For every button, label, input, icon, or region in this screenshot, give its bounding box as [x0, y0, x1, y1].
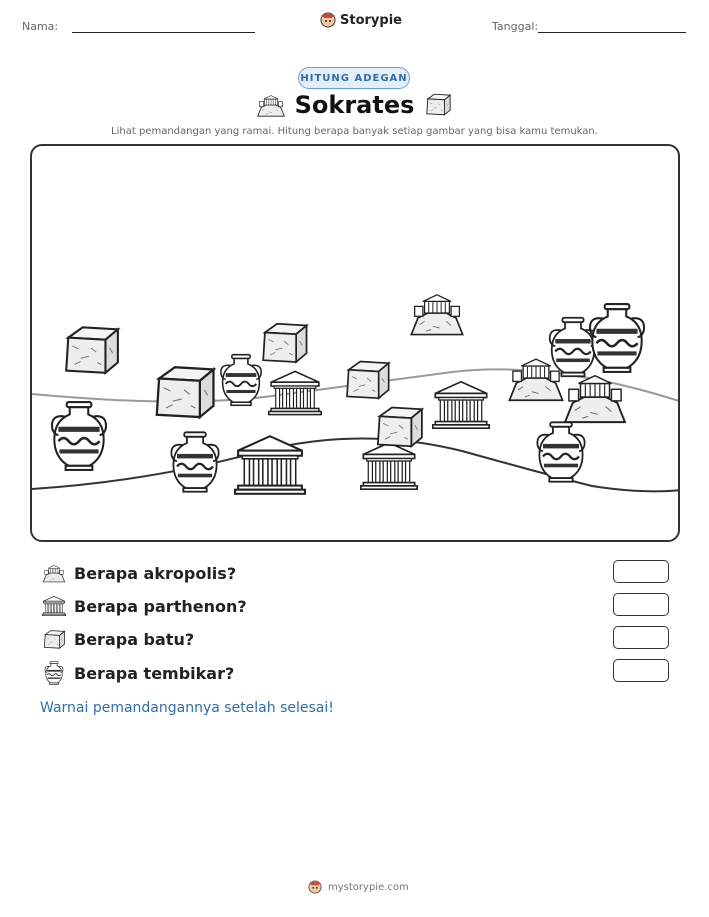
brand-name: Storypie	[340, 12, 402, 28]
stone-item	[60, 322, 122, 376]
stone-item	[372, 404, 426, 448]
site-footer	[308, 880, 409, 894]
question-row-stone	[42, 628, 194, 650]
date-label: Tanggal:	[492, 20, 539, 33]
storypie-mascot-icon	[308, 880, 322, 894]
counting-scene	[30, 144, 680, 542]
acropolis-item	[408, 288, 466, 338]
stone-item	[150, 362, 218, 420]
amphora-icon	[42, 661, 66, 685]
answer-box-parthenon[interactable]	[613, 593, 669, 616]
question-text: Berapa tembikar?	[74, 663, 235, 683]
question-text: Berapa akropolis?	[74, 563, 237, 583]
question-text: Berapa parthenon?	[74, 596, 247, 616]
answer-box-pottery[interactable]	[613, 659, 669, 682]
question-row-acropolis	[42, 562, 236, 584]
parthenon-icon	[42, 595, 66, 617]
pottery-item	[218, 352, 264, 408]
instructions: Lihat pemandangan yang ramai. Hitung berapa banyak setiap gambar yang bisa kamu temukan.	[111, 126, 598, 137]
question-row-parthenon	[42, 595, 247, 617]
name-label: Nama:	[22, 20, 59, 33]
pottery-item	[586, 302, 648, 374]
date-field-line[interactable]	[538, 32, 686, 33]
parthenon-item	[432, 378, 490, 432]
name-field-line[interactable]	[72, 32, 255, 33]
brand-logo	[320, 12, 402, 28]
question-row-pottery	[42, 661, 234, 685]
parthenon-item	[234, 432, 306, 498]
stone-item	[258, 320, 310, 364]
coloring-note: Warnai pemandangannya setelah selesai!	[40, 700, 334, 716]
page-title: Sokrates	[294, 91, 415, 119]
storypie-mascot-icon	[320, 12, 336, 28]
pottery-item	[48, 400, 110, 472]
answer-box-acropolis[interactable]	[613, 560, 669, 583]
site-url: mystorypie.com	[328, 881, 409, 893]
acropolis-icon	[42, 562, 66, 584]
stone-block-icon	[424, 92, 452, 116]
activity-badge: HITUNG ADEGAN	[298, 67, 410, 89]
pottery-item	[168, 430, 222, 494]
pottery-item	[534, 420, 588, 484]
answer-box-stone[interactable]	[613, 626, 669, 649]
parthenon-item	[268, 368, 322, 418]
stone-item	[342, 358, 392, 400]
question-text: Berapa batu?	[74, 629, 195, 649]
stone-block-icon	[42, 628, 66, 650]
